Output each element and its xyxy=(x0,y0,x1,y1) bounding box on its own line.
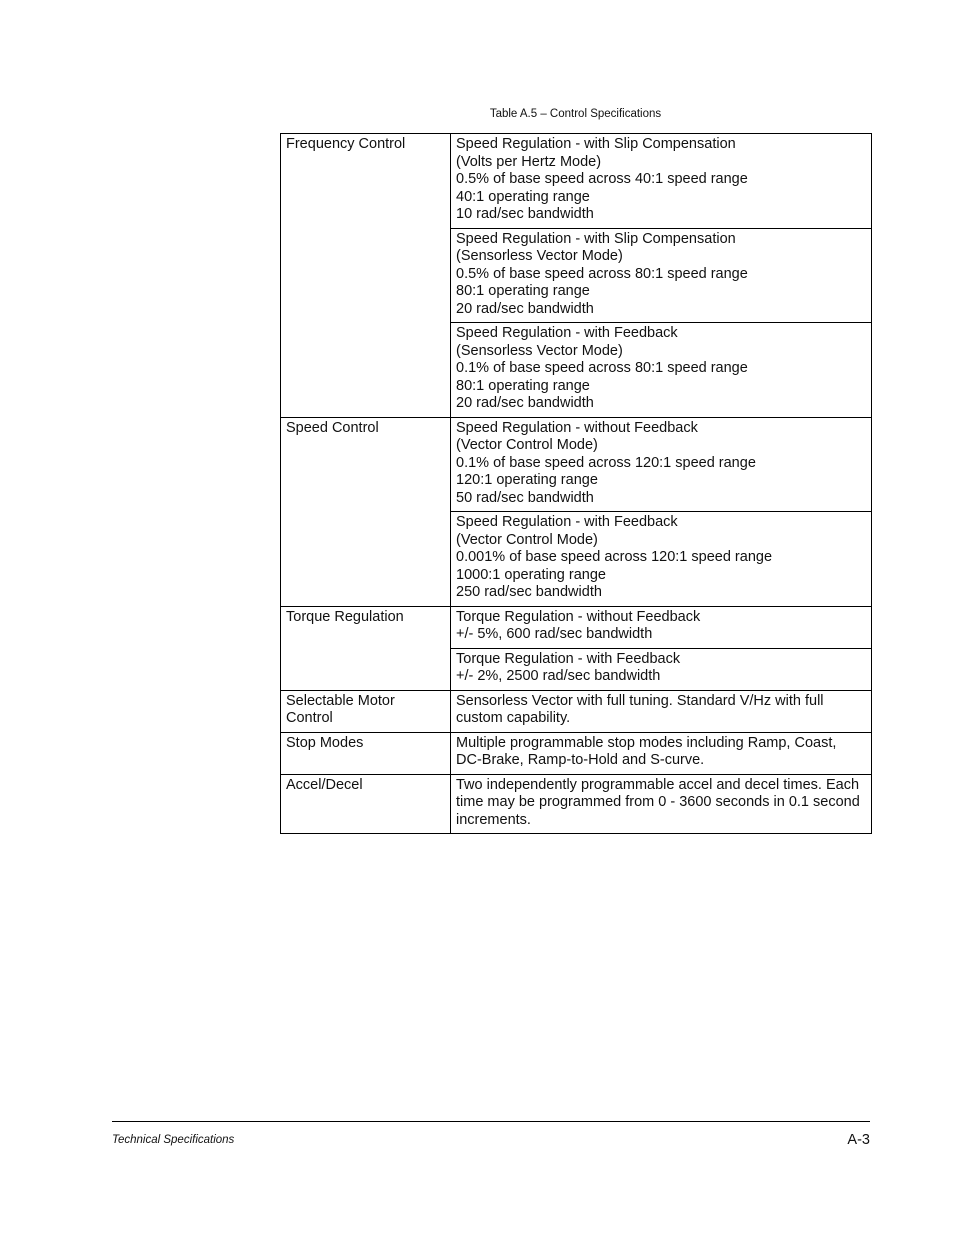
spec-detail-line: Two independently programmable accel and decel times. Each time may be programmed from 0 - 3600 seconds in 0.1 second increments. xyxy=(456,776,860,828)
spec-detail-cell xyxy=(451,134,872,229)
table-row xyxy=(281,774,872,834)
table-row xyxy=(281,417,872,512)
spec-detail-line: +/- 2%, 2500 rad/sec bandwidth xyxy=(456,668,661,684)
spec-detail-line: Multiple programmable stop modes including Ramp, Coast, DC-Brake, Ramp-to-Hold and S-curve. xyxy=(456,734,837,768)
spec-detail-cell xyxy=(451,228,872,323)
spec-detail-line: 50 rad/sec bandwidth xyxy=(456,489,594,506)
spec-detail-line: Speed Regulation - with Feedback xyxy=(456,514,678,530)
row-label: Torque Regulation xyxy=(281,606,451,690)
spec-detail-line: (Sensorless Vector Mode) xyxy=(456,248,623,264)
spec-detail-cell xyxy=(451,732,872,774)
row-label: Accel/Decel xyxy=(281,774,451,834)
footer-divider xyxy=(112,1121,870,1122)
spec-detail-line: 0.1% of base speed across 120:1 speed range xyxy=(456,454,756,471)
table-caption: Table A.5 – Control Specifications xyxy=(489,108,662,120)
spec-detail-cell xyxy=(451,648,872,690)
spec-detail-line: 120:1 operating range xyxy=(456,472,598,488)
spec-detail-line: (Vector Control Mode) xyxy=(456,531,598,548)
footer-section-title: Technical Specifications xyxy=(112,1134,235,1146)
spec-detail-line: Sensorless Vector with full tuning. Standard V/Hz with full custom capability. xyxy=(456,692,824,726)
spec-detail-line: Speed Regulation - without Feedback xyxy=(456,419,698,436)
spec-detail-line: 80:1 operating range xyxy=(456,283,590,299)
spec-detail-line: 0.5% of base speed across 40:1 speed range xyxy=(456,171,748,187)
table-row xyxy=(281,134,872,229)
table-row xyxy=(281,732,872,774)
spec-detail-line: (Sensorless Vector Mode) xyxy=(456,342,623,359)
spec-detail-line: 0.1% of base speed across 80:1 speed range xyxy=(456,360,748,376)
row-label: Selectable Motor Control xyxy=(281,690,451,732)
row-label: Stop Modes xyxy=(281,732,451,774)
spec-detail-line: 250 rad/sec bandwidth xyxy=(456,584,602,600)
spec-detail-cell xyxy=(451,774,872,834)
row-label: Frequency Control xyxy=(281,134,451,418)
spec-detail-line: (Vector Control Mode) xyxy=(456,437,598,453)
spec-detail-line: 1000:1 operating range xyxy=(456,566,606,583)
spec-detail-line: Speed Regulation - with Slip Compensation xyxy=(456,136,736,152)
row-label: Speed Control xyxy=(281,417,451,606)
spec-detail-line: 20 rad/sec bandwidth xyxy=(456,300,594,317)
spec-detail-line: 20 rad/sec bandwidth xyxy=(456,395,594,411)
spec-detail-line: 0.001% of base speed across 120:1 speed range xyxy=(456,549,773,565)
spec-detail-line: 10 rad/sec bandwidth xyxy=(456,206,594,222)
table-row xyxy=(281,606,872,648)
spec-detail-line: Torque Regulation - with Feedback xyxy=(456,650,681,667)
spec-detail-line: (Volts per Hertz Mode) xyxy=(456,153,602,170)
control-specifications-table xyxy=(280,133,872,834)
spec-detail-line: Speed Regulation - with Slip Compensation xyxy=(456,230,736,247)
spec-detail-line: +/- 5%, 600 rad/sec bandwidth xyxy=(456,626,653,642)
spec-detail-line: 80:1 operating range xyxy=(456,377,590,394)
spec-detail-line: Speed Regulation - with Feedback xyxy=(456,325,678,341)
page-number: A-3 xyxy=(847,1132,870,1148)
table-row xyxy=(281,690,872,732)
spec-detail-line: 40:1 operating range xyxy=(456,188,590,205)
spec-detail-cell xyxy=(451,512,872,607)
spec-detail-cell xyxy=(451,417,872,512)
spec-detail-cell xyxy=(451,606,872,648)
spec-detail-cell xyxy=(451,323,872,418)
table-body xyxy=(281,134,872,834)
spec-detail-line: 0.5% of base speed across 80:1 speed range xyxy=(456,265,748,282)
spec-detail-cell xyxy=(451,690,872,732)
spec-detail-line: Torque Regulation - without Feedback xyxy=(456,608,701,625)
